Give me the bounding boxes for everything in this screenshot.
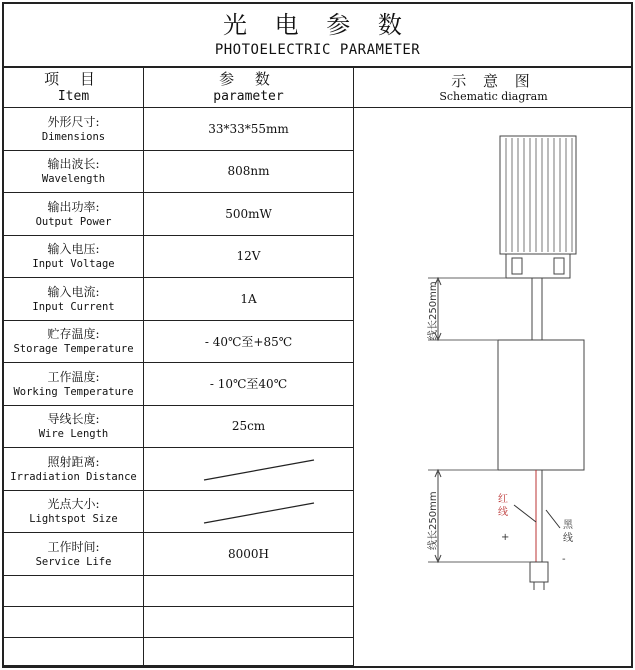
item-cell xyxy=(4,151,144,193)
parameter-value: - 10℃至40℃ xyxy=(209,377,288,392)
item-label-chinese: 输出波长: xyxy=(47,157,100,172)
item-label-english: Wavelength xyxy=(41,173,106,186)
table-row xyxy=(4,363,354,406)
heatsink xyxy=(500,136,576,254)
schematic-diagram xyxy=(356,110,633,668)
item-label-chinese: 输出功率: xyxy=(47,199,100,214)
parameter-value: 25cm xyxy=(231,419,266,434)
item-label-english: Working Temperature xyxy=(13,385,134,398)
item-cell xyxy=(4,321,144,363)
blank-row xyxy=(4,576,354,607)
sheet-title xyxy=(4,4,631,68)
blank-item-cell xyxy=(4,607,144,637)
item-label-chinese: 贮存温度: xyxy=(47,327,100,342)
item-cell xyxy=(4,533,144,575)
diagram-header xyxy=(354,66,633,108)
table-row xyxy=(4,406,354,449)
item-label-english: Input Voltage xyxy=(32,258,115,271)
item-label-english: Output Power xyxy=(35,215,112,228)
item-cell xyxy=(4,363,144,405)
value-cell xyxy=(144,448,354,490)
item-label-english: Dimensions xyxy=(41,130,106,143)
value-cell xyxy=(144,406,354,448)
table-row xyxy=(4,321,354,364)
parameter-value: 33*33*55mm xyxy=(208,121,289,136)
item-cell xyxy=(4,193,144,235)
not-applicable-slash xyxy=(144,491,354,533)
red-wire-sign: + xyxy=(501,532,510,543)
item-cell xyxy=(4,406,144,448)
blank-row xyxy=(4,607,354,638)
item-header-english: Item xyxy=(57,88,90,104)
item-label-english: Lightspot Size xyxy=(29,513,118,526)
parameter-value: 12V xyxy=(236,249,261,264)
value-cell xyxy=(144,108,354,150)
item-label-english: Service Life xyxy=(35,555,112,568)
item-label-chinese: 工作时间: xyxy=(47,539,100,554)
table-row xyxy=(4,491,354,534)
parameter-value: 500mW xyxy=(225,206,272,221)
blank-value-cell xyxy=(144,607,354,637)
item-cell xyxy=(4,491,144,533)
blank-item-cell xyxy=(4,576,144,606)
driver-box xyxy=(498,340,584,470)
parameter-value: 808nm xyxy=(227,164,270,179)
item-label-chinese: 输入电流: xyxy=(47,284,100,299)
item-label-chinese: 工作温度: xyxy=(47,369,100,384)
value-cell xyxy=(144,151,354,193)
black-wire-label: 黑线 xyxy=(563,520,573,544)
value-cell xyxy=(144,363,354,405)
item-cell xyxy=(4,236,144,278)
item-cell xyxy=(4,108,144,150)
item-label-chinese: 照射距离: xyxy=(47,454,100,469)
value-cell xyxy=(144,533,354,575)
value-cell xyxy=(144,278,354,320)
top-wire-length-label: 线长250mm xyxy=(428,281,439,340)
table-row xyxy=(4,278,354,321)
item-label-chinese: 输入电压: xyxy=(47,242,100,257)
item-label-english: Irradiation Distance xyxy=(10,470,137,483)
value-cell xyxy=(144,321,354,363)
diagram-header-english: Schematic diagram xyxy=(439,90,548,103)
table-row xyxy=(4,533,354,576)
item-label-chinese: 外形尺寸: xyxy=(47,114,100,129)
table-header-row xyxy=(4,66,354,108)
diagram-header-chinese: 示 意 图 xyxy=(451,72,536,90)
item-label-chinese: 光点大小: xyxy=(47,497,100,512)
item-cell xyxy=(4,448,144,490)
table-row xyxy=(4,193,354,236)
table-row xyxy=(4,108,354,151)
table-row xyxy=(4,151,354,194)
blank-item-cell xyxy=(4,638,144,665)
item-label-english: Wire Length xyxy=(38,428,109,441)
blank-value-cell xyxy=(144,638,354,665)
title-chinese: 光 电 参 数 xyxy=(223,11,412,39)
parameter-sheet xyxy=(2,2,633,668)
value-cell xyxy=(144,491,354,533)
item-header-chinese: 项 目 xyxy=(44,69,103,88)
title-english: PHOTOELECTRIC PARAMETER xyxy=(214,42,421,58)
item-label-chinese: 导线长度: xyxy=(47,412,100,427)
not-applicable-slash xyxy=(144,448,354,490)
item-header xyxy=(4,66,144,107)
parameter-value: 1A xyxy=(240,291,257,306)
item-label-english: Input Current xyxy=(32,300,115,313)
parameter-value: - 40℃至+85℃ xyxy=(204,334,293,349)
table-row xyxy=(4,236,354,279)
black-wire-sign: - xyxy=(562,554,566,565)
item-cell xyxy=(4,278,144,320)
table-row xyxy=(4,448,354,491)
item-label-english: Storage Temperature xyxy=(13,343,134,356)
value-cell xyxy=(144,193,354,235)
parameter-header-english: parameter xyxy=(213,88,284,104)
parameter-header xyxy=(144,66,354,107)
connector-plug xyxy=(530,562,548,582)
parameter-header-chinese: 参 数 xyxy=(219,69,278,88)
red-wire-label: 红线 xyxy=(498,494,508,518)
value-cell xyxy=(144,236,354,278)
blank-row xyxy=(4,638,354,666)
parameter-value: 8000H xyxy=(227,546,269,561)
bottom-wire-length-label: 线长250mm xyxy=(428,491,439,550)
blank-value-cell xyxy=(144,576,354,606)
